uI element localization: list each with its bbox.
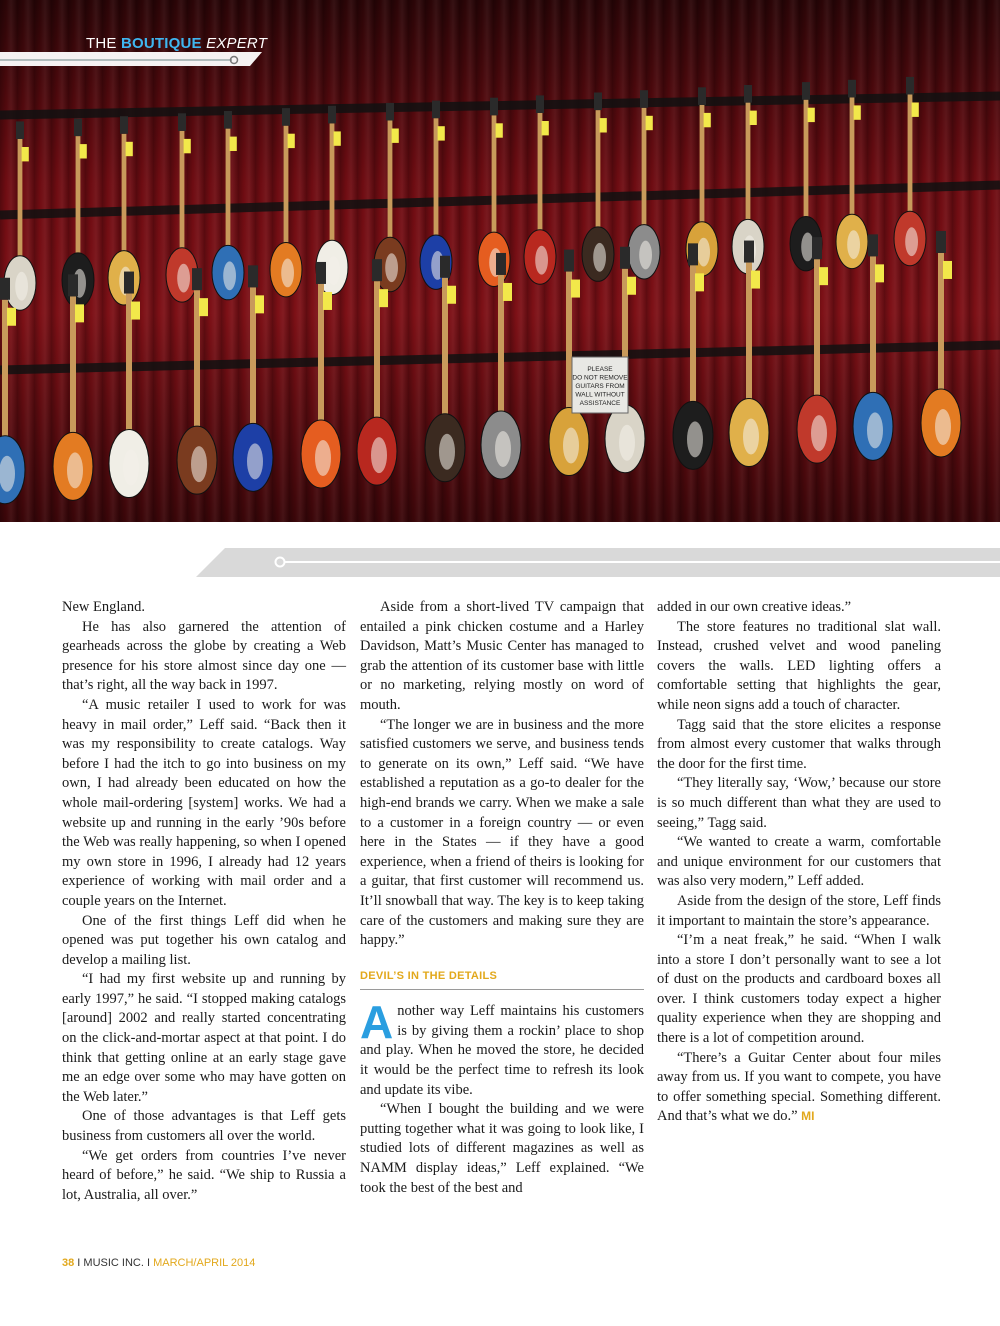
issue-date: MARCH/APRIL 2014 [153, 1257, 256, 1269]
sign-line: WALL WITHOUT [575, 391, 625, 399]
guitar [53, 274, 93, 500]
paragraph: Aside from a short-lived TV campaign that entailed a pink chicken costume and a Harley Davidson, Matt’s Music Center has managed to grab the attention of its customer base with little or no marketing, relying mostly on word of mouth. [360, 599, 644, 713]
guitar [836, 80, 868, 269]
guitar [357, 259, 397, 485]
paragraph: He has also garnered the attention of gearheads across the globe by creating a Web presence for his store almost since day one — that’s right, all the way back in 1997. [62, 618, 346, 694]
kicker-boutique: BOUTIQUE [120, 35, 202, 52]
sign-line: ASSISTANCE [579, 400, 621, 407]
paragraph: “When I bought the building and we were putting together what it was going to look like, I studied lots of different magazines as well as NAMM display ideas,” Leff explained. “We took the best of the best and [360, 1101, 644, 1196]
closing-paragraph [657, 1049, 941, 1127]
divider-ribbon [0, 540, 1000, 580]
sign-line: GUITARS FROM [575, 383, 625, 390]
kicker-the: THE [86, 35, 121, 52]
article-column-2 [360, 598, 644, 1198]
page-footer [62, 1257, 255, 1269]
guitar [894, 77, 926, 266]
paragraph: “We get orders from countries I’ve never heard of before,” he said. “We ship to Russia a lot, Australia, all over.” [62, 1147, 346, 1203]
guitar [425, 256, 465, 482]
closing-paragraph-text: “There’s a Guitar Center about four miles away from us. If you want to compete, you have to offer something special. Something different. And that’s what we do.” [657, 1049, 941, 1125]
guitar [524, 95, 556, 284]
paragraph: Tagg said that the store elicites a response from almost every customer that walks through the door for the first time. [657, 716, 941, 772]
guitar [233, 265, 273, 491]
kicker-expert: EXPERT [201, 35, 268, 52]
paragraph: “The longer we are in business and the more satisfied customers we serve, and business tends to generate on its own,” Leff said. “We have established a reputation as a go-to dealer for the high-end brands we carry. When we make a sale to a customer in a foreign country — or even here in the States — if they have a good experience, when a friend of theirs is looking for a guitar, that first customer will recommend us. It’ll snowball that way. The key is to keep taking care of the customers and making sure they are happy.” [360, 716, 644, 949]
guitar [301, 262, 341, 488]
dropcap-paragraph [360, 996, 644, 1100]
page-number: 38 [62, 1257, 75, 1269]
guitar-wall-photo [0, 0, 1000, 522]
paragraph: The store features no traditional slat wall. Instead, crushed velvet and wood paneling covers the walls. LED lighting offers a comfortable setting that highlights the gear, while neon signs add a touch of character. [657, 618, 941, 713]
paragraph: Aside from the design of the store, Leff finds it important to maintain the store’s appearance. [657, 892, 941, 929]
drop-cap: A [360, 996, 394, 1049]
guitar [0, 278, 25, 504]
paragraph: “We wanted to create a warm, comfortable and unique environment for our customers that was also very modern,” Leff added. [657, 834, 941, 890]
guitar [481, 253, 521, 479]
paragraph: “They literally say, ‘Wow,’ because our store is so much different than what they are used to seeing,” Tagg said. [657, 775, 941, 831]
article-column-1 [62, 598, 346, 1205]
article-column-3 [657, 598, 941, 1127]
paragraph: “I had my first website up and running by early 1997,” he said. “I stopped making catalogs [around] 2002 and really started concentrating on the click-and-mortar aspect at that point. I do think that getting online at an early stage gave me an edge over some who may have gotten on the Web later.” [62, 971, 346, 1105]
guitar [628, 90, 660, 279]
paragraph: One of the first things Leff did when he opened was put together his own catalog and develop a mailing list. [62, 912, 346, 968]
guitar [109, 272, 149, 498]
paragraph: One of those advantages is that Leff gets business from customers all over the world. [62, 1108, 346, 1145]
sign-line: DO NOT REMOVE [572, 374, 628, 382]
subhead-devils-in-the-details: DEVIL’S IN THE DETAILS [360, 967, 644, 991]
paragraph: “I’m a neat freak,” he said. “When I walk into a store I don’t personally want to see a lot of dust on the products and cardboard boxes all over. I think customers today expect a higher quality experience when they are shopping and there is a lot of competition around. [657, 932, 941, 1047]
paragraph: added in our own creative ideas.” [657, 599, 852, 615]
store-sign [572, 357, 628, 413]
dropcap-paragraph-text: nother way Leff maintains his customers is by giving them a rockin’ place to shop and play. When he moved the store, he decided it would be the perfect time to refresh its look and update its vibe. [360, 1003, 644, 1098]
sign-line: PLEASE [587, 366, 613, 373]
section-kicker [86, 35, 267, 52]
guitar [582, 93, 614, 282]
paragraph: New England. [62, 599, 145, 615]
end-mark: MI [801, 1109, 815, 1124]
paragraph: “A music retailer I used to work for was heavy in mail order,” Leff said. “Back then it was my responsibility to create catalogs. Way before I had the itch to go into business on my own, I had already been educated on how the whole mail-ordering [system] works. We had a website up and running in the early ’90s before the Web was really happening, so when I opened my own store in 1996, I already had 12 years experience of working with mail order and a couple years on the Internet. [62, 696, 346, 909]
publication-name: I MUSIC INC. I [74, 1257, 154, 1269]
guitar-wall-illustration [0, 0, 1000, 522]
